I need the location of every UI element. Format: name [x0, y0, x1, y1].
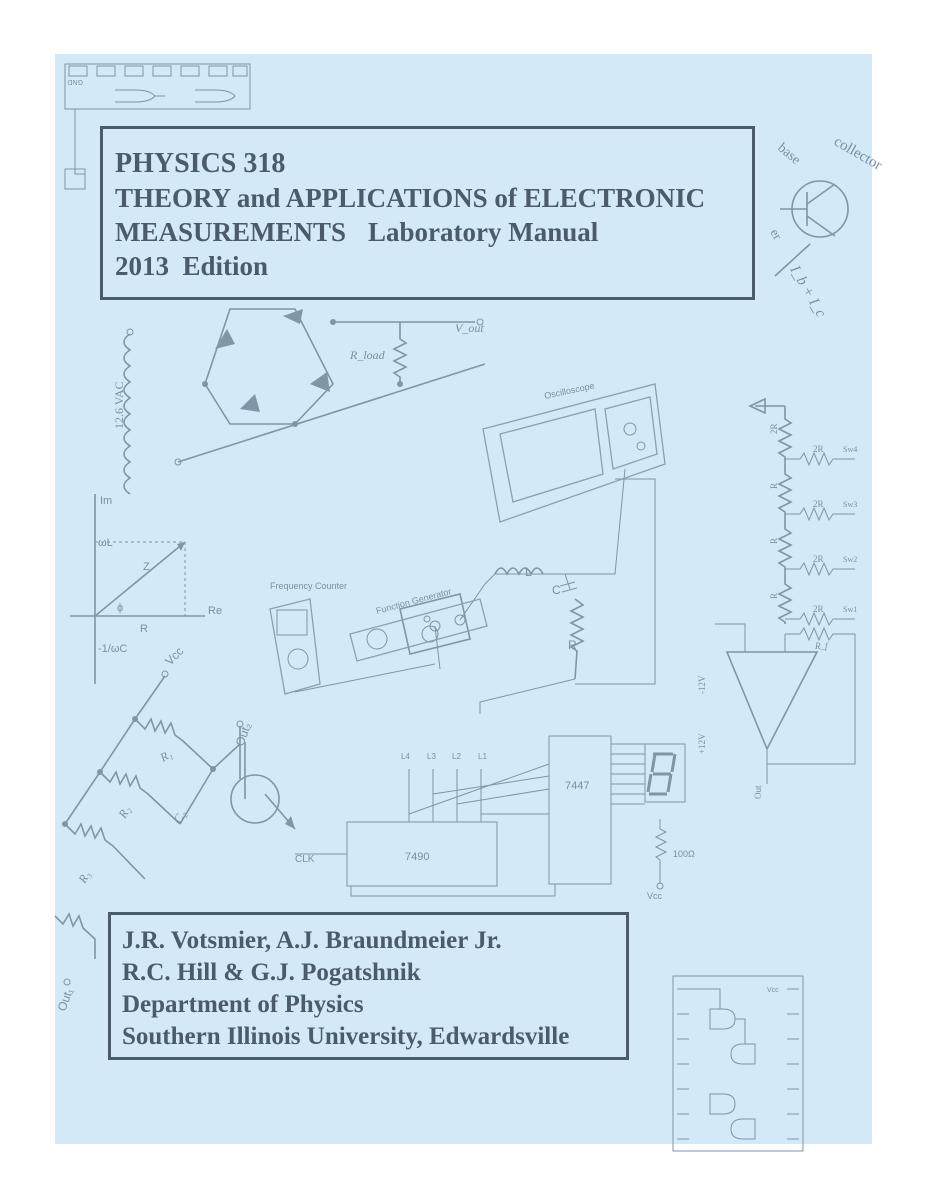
c2-label: C₂	[170, 807, 189, 826]
function-generator-label: Function Generator	[374, 586, 453, 616]
sw2-label: Sw2	[843, 555, 858, 564]
vcc-label: Vcc	[162, 644, 187, 669]
title-lab-manual: Laboratory Manual	[368, 217, 599, 247]
real-axis-label: Re	[208, 605, 223, 617]
sw1-label: Sw1	[843, 605, 858, 614]
resistor-100-label: 100Ω	[673, 849, 695, 859]
author-box	[108, 912, 629, 1060]
sw4-label: Sw4	[843, 445, 858, 454]
impedance-phasor-diagram	[70, 494, 222, 684]
r2-label: R₂	[115, 803, 134, 821]
r2r-ladder-dac-circuit	[697, 399, 857, 799]
current-label: I_b + I_c	[786, 263, 829, 321]
logic-gate-chip-bottom	[673, 976, 803, 1151]
rload-label: R_load	[350, 348, 385, 362]
transistor-diagram	[767, 134, 884, 321]
l3-label: L3	[427, 752, 436, 761]
digital-counter-circuit	[295, 736, 695, 901]
rf-label: R_f	[815, 641, 828, 651]
imag-axis-label: Im	[100, 495, 113, 507]
capacitor-label: C	[552, 583, 561, 597]
bridge-rectifier-circuit	[112, 309, 485, 494]
chip-gnd-label: GND	[67, 78, 83, 85]
out2-label: Out₂	[232, 720, 255, 749]
rlc-test-circuit	[270, 469, 655, 714]
frequency-counter-label: Frequency Counter	[270, 581, 348, 591]
vout-label: V_out	[455, 321, 484, 335]
neg-reactance-label: -1/ωC	[98, 643, 128, 655]
inductor-label: L	[525, 565, 532, 579]
emitter-label: er	[767, 226, 786, 243]
ladder-r-1: R	[769, 482, 779, 489]
resistance-axis-label: R	[140, 623, 148, 635]
oscilloscope-label: Oscilloscope	[543, 380, 596, 401]
ladder-r-3: R	[769, 592, 779, 599]
r3-label: R₃	[75, 868, 94, 886]
manual-cover	[54, 54, 885, 1144]
ladder-2r-top: 2R	[769, 423, 779, 434]
title-measurements: MEASUREMENTS	[115, 217, 347, 247]
impedance-label: Z	[143, 561, 150, 573]
minus12-label: -12V	[697, 675, 707, 694]
transformer-label: 12.6 VAC	[112, 381, 126, 429]
title-line-1: THEORY and APPLICATIONS of ELECTRONIC	[115, 183, 706, 213]
chip-vcc-label: Vcc	[767, 987, 779, 994]
edition-label: Edition	[182, 251, 269, 281]
plus12-label: +12V	[697, 733, 707, 754]
department: Department of Physics	[122, 991, 364, 1018]
sw3-label: Sw3	[843, 500, 858, 509]
oscilloscope-drawing	[483, 381, 665, 522]
omega-l-label: ωL	[98, 537, 113, 549]
authors-line-1: J.R. Votsmier, A.J. Braundmeier Jr.	[122, 927, 502, 954]
seven-seg-vcc-label: Vcc	[647, 891, 663, 901]
collector-label: collector	[831, 133, 885, 174]
ladder-2r-sw1: 2R	[813, 604, 824, 614]
university: Southern Illinois University, Edwardsville	[122, 1023, 570, 1050]
ladder-r-2: R	[769, 537, 779, 544]
rlc-resistor-label: R	[568, 638, 577, 652]
counter-chip-label: 7490	[405, 851, 430, 863]
ladder-2r-sw4: 2R	[813, 444, 824, 454]
l4-label: L4	[401, 752, 410, 761]
authors-line-2: R.C. Hill & G.J. Pogatshnik	[122, 959, 421, 986]
ladder-2r-sw3: 2R	[813, 499, 824, 509]
edition-line	[115, 249, 752, 283]
opamp-out-label: Out	[753, 785, 763, 799]
course-number: PHYSICS 318	[115, 148, 286, 179]
phase-label: ϕ	[117, 602, 124, 614]
l2-label: L2	[452, 752, 461, 761]
title-line-2	[115, 215, 752, 249]
base-label: base	[774, 140, 804, 169]
l1-label: L1	[478, 752, 487, 761]
clock-label: CLK	[295, 854, 315, 865]
title-box	[100, 126, 755, 300]
decoder-chip-label: 7447	[565, 780, 590, 792]
edition-year: 2013	[115, 251, 169, 281]
r1-label: R₁	[157, 746, 175, 765]
out1-label: Out₁	[54, 986, 76, 1014]
ladder-2r-sw2: 2R	[813, 554, 824, 564]
